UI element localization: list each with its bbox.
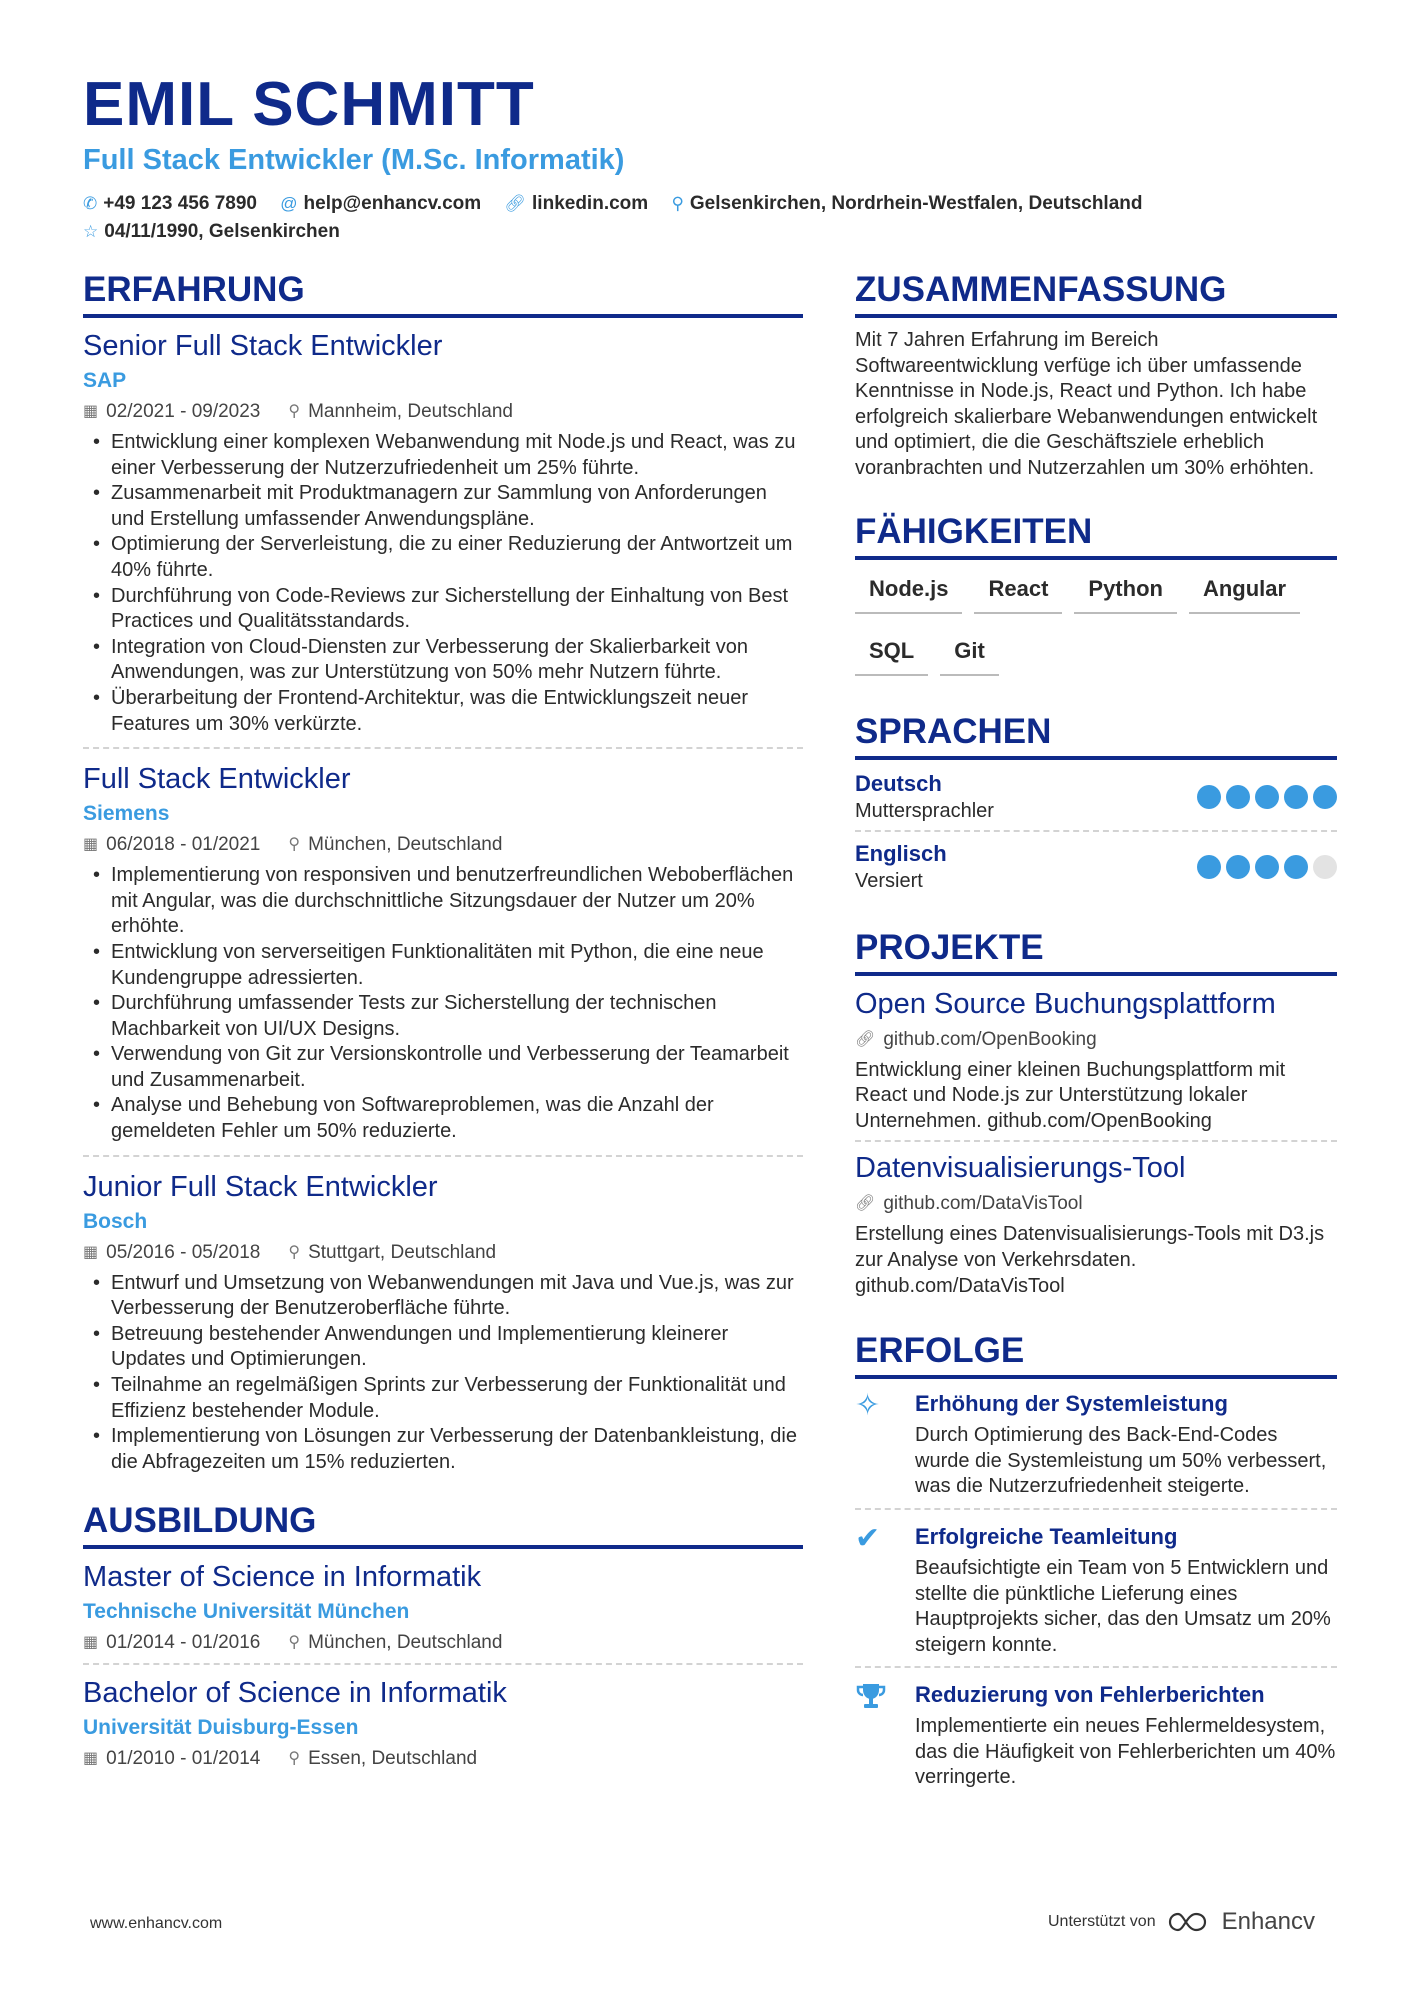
enhancv-brand: Enhancv xyxy=(1221,1908,1315,1935)
rating-dot-filled xyxy=(1226,785,1250,809)
section-title-education: AUSBILDUNG xyxy=(83,1499,803,1549)
bullet-item: • Verwendung von Git zur Versionskontrolle und Verbesserung der Teamarbeit und Zusammenarbeit. xyxy=(83,1042,803,1093)
location-pin-icon: ⚲ xyxy=(288,1634,301,1652)
right-column xyxy=(855,268,1337,1811)
job-meta: ▦ 02/2021 - 09/2023 ⚲ Mannheim, Deutschland xyxy=(83,398,803,426)
job-title: Junior Full Stack Entwickler xyxy=(83,1170,438,1203)
project-description: Erstellung eines Datenvisualisierungs-Tools mit D3.js zur Analyse von Verkehrsdaten. github.com/DataVisTool xyxy=(855,1223,1325,1297)
achievement-entry xyxy=(855,1389,1337,1510)
bullet-item: • Durchführung von Code-Reviews zur Sicherstellung der Einhaltung von Best Practices und Qualitätsstandards. xyxy=(83,584,803,635)
bullet-item: • Analyse und Behebung von Softwareproblemen, was die Anzahl der gemeldeten Fehler um 50% reduzierte. xyxy=(83,1093,803,1144)
language-name: Deutsch xyxy=(855,770,942,796)
language-rating xyxy=(1192,785,1337,809)
contact-linkedin[interactable]: 🔗︎ linkedin.com xyxy=(504,190,648,218)
section-title-projects: PROJEKTE xyxy=(855,926,1337,976)
trophy-icon xyxy=(855,1680,915,1791)
summary-text: Mit 7 Jahren Erfahrung im Bereich Softwareentwicklung verfüge ich über umfassende Kenntnisse in Node.js, React und Python. Ich habe erfolgreich skalierbare Webanwendungen entwickelt und optimiert, die die Geschäftsziele erheblich voranbrachten und Nutzerzahlen um 30% erhöhten. xyxy=(855,329,1318,479)
project-link[interactable]: 🔗︎ github.com/DataVisTool xyxy=(855,1190,1337,1218)
bullet-item: • Implementierung von Lösungen zur Verbesserung der Datenbankleistung, die die Abfragezeiten um 15% reduzierten. xyxy=(83,1424,803,1475)
phone-icon: ✆ xyxy=(83,194,98,213)
skill-tag: Python xyxy=(1074,570,1177,614)
bullet-item: • Entwicklung einer komplexen Webanwendung mit Node.js und React, was zu einer Verbesserung der Nutzerzufriedenheit um 25% führte. xyxy=(83,430,803,481)
project-description: Entwicklung einer kleinen Buchungsplattform mit React und Node.js zur Unterstützung lokaler Unternehmen. github.com/OpenBooking xyxy=(855,1058,1286,1132)
education-meta: ▦ 01/2010 - 01/2014 ⚲ Essen, Deutschland xyxy=(83,1745,803,1773)
link-icon: 🔗︎ xyxy=(504,194,527,213)
bullet-item: • Betreuung bestehender Anwendungen und Implementierung kleinerer Updates und Optimierungen. xyxy=(83,1322,803,1373)
rating-dot-filled xyxy=(1197,785,1221,809)
rating-dot-filled xyxy=(1255,785,1279,809)
bullet-item: • Entwurf und Umsetzung von Webanwendungen mit Java und Vue.js, was zur Verbesserung der Benutzeroberfläche führte. xyxy=(83,1271,803,1322)
job-bullets xyxy=(83,430,803,737)
language-level: Versiert xyxy=(855,869,923,892)
project-title: Open Source Buchungsplattform xyxy=(855,987,1276,1020)
wand-icon: ✧ xyxy=(855,1389,881,1423)
footer-branding xyxy=(1048,1908,1315,1936)
school-name: Technische Universität München xyxy=(83,1600,410,1624)
skill-tag: SQL xyxy=(855,632,928,676)
location-pin-icon: ⚲ xyxy=(671,194,684,213)
section-title-languages: SPRACHEN xyxy=(855,710,1337,760)
contact-location: ⚲ Gelsenkirchen, Nordrhein-Westfalen, Deutschland xyxy=(671,190,1142,218)
skill-tag: Angular xyxy=(1189,570,1300,614)
star-icon: ☆ xyxy=(83,222,99,241)
job-meta: ▦ 06/2018 - 01/2021 ⚲ München, Deutschland xyxy=(83,831,803,859)
job-meta: ▦ 05/2016 - 05/2018 ⚲ Stuttgart, Deutschland xyxy=(83,1239,803,1267)
project-title: Datenvisualisierungs-Tool xyxy=(855,1152,1186,1185)
section-title-experience: ERFAHRUNG xyxy=(83,268,803,318)
skill-tag: React xyxy=(974,570,1062,614)
calendar-icon: ▦ xyxy=(83,403,99,420)
achievement-title: Erhöhung der Systemleistung xyxy=(915,1391,1228,1417)
link-icon: 🔗︎ xyxy=(855,1195,876,1213)
bullet-item: • Optimierung der Serverleistung, die zu einer Reduzierung der Antwortzeit um 40% führte. xyxy=(83,532,803,583)
degree-title: Bachelor of Science in Informatik xyxy=(83,1677,507,1710)
calendar-icon: ▦ xyxy=(83,836,99,854)
project-link[interactable]: 🔗︎ github.com/OpenBooking xyxy=(855,1026,1337,1054)
location-pin-icon: ⚲ xyxy=(288,836,301,854)
language-entry xyxy=(855,840,1337,900)
check-icon: ✔ xyxy=(855,1521,881,1555)
bullet-item: • Implementierung von responsiven und benutzerfreundlichen Weboberflächen mit Angular, was die durchschnittliche Sitzungsdauer der Nutzer um 20% erhöhte. xyxy=(83,863,803,940)
language-level: Muttersprachler xyxy=(855,799,994,822)
rating-dot-filled xyxy=(1284,855,1308,879)
school-name: Universität Duisburg-Essen xyxy=(83,1716,359,1740)
link-icon: 🔗︎ xyxy=(855,1030,876,1048)
location-pin-icon: ⚲ xyxy=(288,403,301,420)
skill-tag: Git xyxy=(940,632,999,676)
language-rating xyxy=(1192,855,1337,879)
education-entry xyxy=(83,1559,803,1665)
calendar-icon: ▦ xyxy=(83,1243,99,1261)
experience-entry xyxy=(83,1169,803,1486)
location-pin-icon: ⚲ xyxy=(288,1243,301,1261)
bullet-item: • Durchführung umfassender Tests zur Sicherstellung der technischen Machbarkeit von UI/UX Designs. xyxy=(83,991,803,1042)
candidate-title: Full Stack Entwickler (M.Sc. Informatik) xyxy=(83,144,625,176)
rating-dot-filled xyxy=(1284,785,1308,809)
left-column xyxy=(83,268,803,1789)
contact-email[interactable]: @ help@enhancv.com xyxy=(280,190,481,218)
achievement-description: Implementierte ein neues Fehlermeldesystem, das die Häufigkeit von Fehlerberichten um 40% verringerte. xyxy=(915,1715,1336,1789)
powered-by-label: Unterstützt von xyxy=(1047,1913,1156,1930)
company-name: SAP xyxy=(83,369,127,392)
section-title-skills: FÄHIGKEITEN xyxy=(855,510,1337,560)
rating-dot-filled xyxy=(1226,855,1250,879)
project-entry xyxy=(855,1150,1337,1305)
rating-dot-filled xyxy=(1197,855,1221,879)
achievement-title: Erfolgreiche Teamleitung xyxy=(915,1523,1178,1549)
bullet-item: • Integration von Cloud-Diensten zur Verbesserung der Skalierbarkeit von Anwendungen, was zur Unterstützung von 50% mehr Nutzern führte. xyxy=(83,635,803,686)
experience-entry xyxy=(83,328,803,749)
company-name: Siemens xyxy=(83,802,170,826)
location-pin-icon: ⚲ xyxy=(288,1750,301,1768)
bullet-item: • Entwicklung von serverseitigen Funktionalitäten mit Python, die eine neue Kundengruppe adressierten. xyxy=(83,940,803,991)
language-entry xyxy=(855,770,1337,832)
experience-entry xyxy=(83,761,803,1157)
enhancv-logo-icon xyxy=(1166,1910,1212,1934)
rating-dot-empty xyxy=(1313,855,1337,879)
achievement-entry xyxy=(855,1522,1337,1668)
calendar-icon: ▦ xyxy=(83,1634,99,1652)
rating-dot-filled xyxy=(1255,855,1279,879)
achievement-description: Durch Optimierung des Back-End-Codes wurde die Systemleistung um 50% verbessert, was die Nutzerzufriedenheit steigerte. xyxy=(915,1424,1327,1498)
at-icon: @ xyxy=(280,194,298,213)
footer-website[interactable]: www.enhancv.com xyxy=(90,1915,223,1932)
resume-header xyxy=(83,70,1333,246)
job-bullets xyxy=(83,863,803,1145)
contact-phone[interactable]: ✆ +49 123 456 7890 xyxy=(83,190,257,218)
section-title-summary: ZUSAMMENFASSUNG xyxy=(855,268,1337,318)
degree-title: Master of Science in Informatik xyxy=(83,1561,482,1594)
achievement-title: Reduzierung von Fehlerberichten xyxy=(915,1682,1265,1708)
job-title: Full Stack Entwickler xyxy=(83,763,351,796)
education-entry xyxy=(83,1675,803,1779)
bullet-item: • Teilnahme an regelmäßigen Sprints zur Verbesserung der Funktionalität und Effizienz bestehender Module. xyxy=(83,1373,803,1424)
education-meta: ▦ 01/2014 - 01/2016 ⚲ München, Deutschland xyxy=(83,1629,803,1657)
candidate-name: EMIL SCHMITT xyxy=(83,70,535,139)
bullet-item: • Zusammenarbeit mit Produktmanagern zur Sammlung von Anforderungen und Erstellung umfassender Anwendungspläne. xyxy=(83,481,803,532)
job-bullets xyxy=(83,1271,803,1476)
project-entry xyxy=(855,986,1337,1143)
achievement-description: Beaufsichtigte ein Team von 5 Entwicklern und stellte die pünktliche Lieferung eines Hauptprojekts sicher, das den Umsatz um 20% steigern konnte. xyxy=(915,1556,1331,1656)
contact-birth: ☆ 04/11/1990, Gelsenkirchen xyxy=(83,218,340,246)
achievement-entry xyxy=(855,1680,1337,1799)
skills-list xyxy=(855,570,1337,694)
section-title-achievements: ERFOLGE xyxy=(855,1329,1337,1379)
job-title: Senior Full Stack Entwickler xyxy=(83,330,443,362)
calendar-icon: ▦ xyxy=(83,1750,99,1768)
contact-info xyxy=(83,190,1333,246)
trophy-icon-svg xyxy=(855,1680,887,1712)
bullet-item: • Überarbeitung der Frontend-Architektur, was die Entwicklungszeit neuer Features um 30% verkürzte. xyxy=(83,686,803,737)
language-name: Englisch xyxy=(855,840,947,866)
rating-dot-filled xyxy=(1313,785,1337,809)
skill-tag: Node.js xyxy=(855,570,962,614)
company-name: Bosch xyxy=(83,1209,148,1233)
